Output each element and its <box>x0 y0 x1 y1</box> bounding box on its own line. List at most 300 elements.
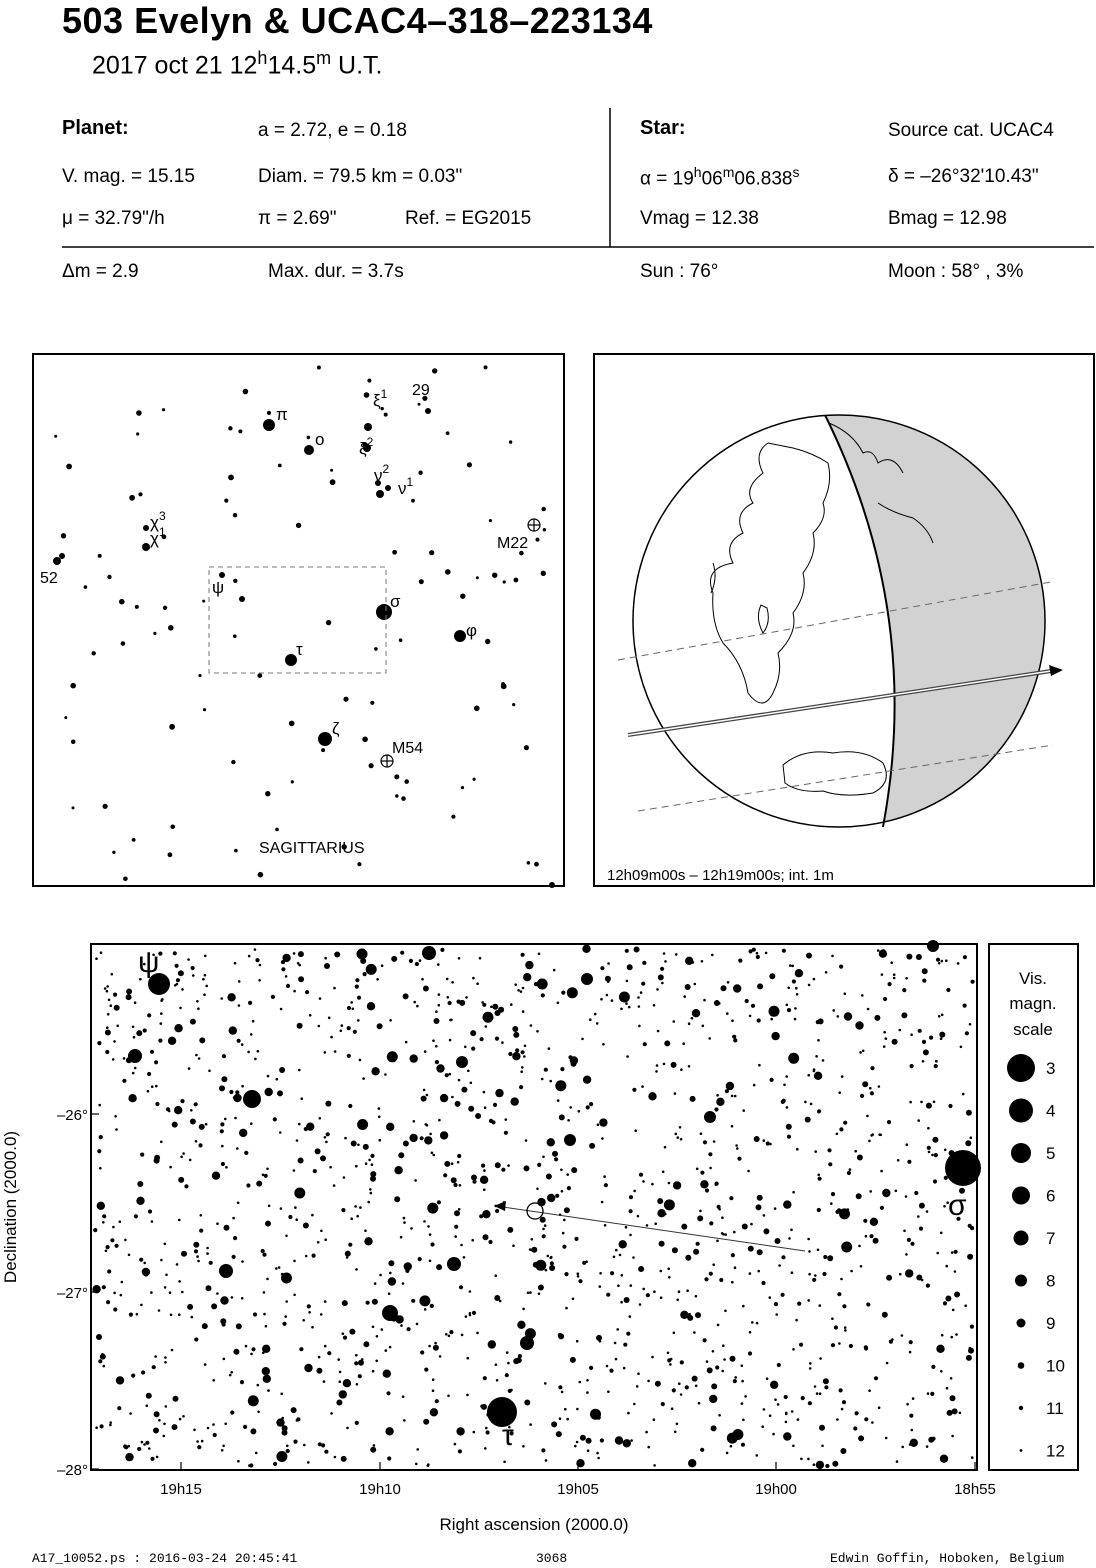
detail-field-star <box>305 990 309 994</box>
detail-field-star <box>438 993 441 996</box>
detail-field-star <box>355 1268 358 1271</box>
detail-field-star <box>537 1198 545 1206</box>
detail-field-star <box>181 988 184 991</box>
detail-field-star <box>294 1206 297 1209</box>
detail-field-star <box>229 1374 232 1377</box>
detail-field-star <box>490 1006 493 1009</box>
detail-field-star <box>872 1133 875 1136</box>
finder-field-star <box>84 585 88 589</box>
detail-field-star <box>352 1008 355 1011</box>
detail-field-star <box>712 1263 715 1266</box>
detail-field-star <box>849 1168 852 1171</box>
detail-field-star <box>235 1090 239 1094</box>
finder-star <box>143 525 149 531</box>
detail-field-star <box>319 1117 322 1120</box>
finder-field-star <box>489 519 492 522</box>
detail-field-star <box>154 1411 160 1417</box>
detail-field-star <box>141 1441 144 1444</box>
detail-field-star <box>536 1188 539 1191</box>
detail-field-star <box>963 955 967 959</box>
detail-field-star <box>756 952 759 955</box>
star-dec: δ = –26°32'10.43" <box>888 166 1039 187</box>
detail-field-star <box>844 1326 847 1329</box>
detail-field-star <box>623 1439 631 1447</box>
detail-field-star <box>309 1014 312 1017</box>
detail-field-star <box>491 1120 495 1124</box>
detail-field-star <box>673 1332 676 1335</box>
detail-field-star <box>308 1311 311 1314</box>
detail-field-star <box>561 1190 564 1193</box>
detail-field-star <box>324 957 327 960</box>
detail-field-star <box>105 1050 109 1054</box>
detail-field-star <box>438 1004 441 1007</box>
detail-field-star <box>170 1314 173 1317</box>
detail-field-star <box>472 1311 476 1315</box>
detail-field-star <box>905 1195 908 1198</box>
detail-field-star <box>922 979 926 983</box>
detail-field-star <box>495 1363 498 1366</box>
detail-field-star <box>370 1154 374 1158</box>
detail-field-star <box>756 1204 762 1210</box>
detail-field-star <box>343 1336 347 1340</box>
detail-field-star <box>711 954 714 957</box>
detail-field-star <box>582 945 590 953</box>
legend-mag-label: 11 <box>1046 1399 1064 1418</box>
detail-field-star <box>696 1242 700 1246</box>
detail-field-star <box>246 1183 250 1187</box>
detail-field-star <box>688 1065 691 1068</box>
detail-field-star <box>909 1351 912 1354</box>
detail-field-star <box>576 1441 579 1444</box>
detail-field-star <box>251 1347 255 1351</box>
detail-field-star <box>503 1461 506 1464</box>
detail-field-star <box>432 1389 435 1392</box>
detail-field-star <box>642 1180 645 1183</box>
detail-field-star <box>280 1393 283 1396</box>
xtick-19h05: 19h05 <box>557 1481 599 1498</box>
detail-field-star <box>630 1284 633 1287</box>
detail-field-star <box>303 1444 306 1447</box>
detail-field-star <box>813 1068 816 1071</box>
detail-field-star <box>873 1238 879 1244</box>
detail-bright-star <box>581 973 593 985</box>
detail-field-star <box>636 1385 639 1388</box>
detail-field-star <box>194 1103 197 1106</box>
detail-field-star <box>634 1129 637 1132</box>
detail-field-star <box>263 1375 271 1383</box>
detail-field-star <box>323 1380 326 1383</box>
detail-field-star <box>176 978 180 982</box>
detail-field-star <box>421 978 424 981</box>
detail-field-star <box>416 1323 419 1326</box>
finder-field-star <box>289 721 295 727</box>
detail-field-star <box>263 1313 266 1316</box>
detail-star-chart <box>0 938 1096 1538</box>
detail-field-star <box>387 1051 398 1062</box>
finder-field-star <box>112 851 115 854</box>
detail-field-star <box>111 973 114 976</box>
finder-field-star <box>429 550 434 555</box>
detail-field-star <box>661 982 664 985</box>
detail-field-star <box>744 1395 747 1398</box>
detail-field-star <box>901 1446 904 1449</box>
detail-field-star <box>742 1224 748 1230</box>
detail-field-star <box>329 1166 332 1169</box>
detail-field-star <box>454 1443 457 1446</box>
detail-field-star <box>544 1382 547 1385</box>
detail-field-star <box>311 1326 314 1329</box>
detail-field-star <box>742 1305 745 1308</box>
detail-field-star <box>726 1012 729 1015</box>
detail-field-star <box>114 1115 117 1118</box>
detail-field-star <box>458 1208 461 1211</box>
detail-field-star <box>204 974 207 977</box>
detail-field-star <box>525 961 533 969</box>
detail-field-star <box>912 1397 915 1400</box>
detail-field-star <box>125 1453 133 1461</box>
detail-field-star <box>708 1037 711 1040</box>
label-tau: τ <box>296 640 303 659</box>
detail-field-star <box>156 1456 159 1459</box>
detail-field-star <box>791 965 794 968</box>
ra-mid: 06 <box>701 168 723 190</box>
detail-field-star <box>326 1132 330 1136</box>
detail-field-star <box>512 1244 515 1247</box>
detail-field-star <box>370 1176 376 1182</box>
detail-field-star <box>808 984 811 987</box>
detail-field-star <box>328 1017 331 1020</box>
detail-field-star <box>696 1168 699 1171</box>
sun-elongation: Sun : 76° <box>640 261 719 282</box>
detail-field-star <box>358 1374 362 1378</box>
detail-field-star <box>518 1354 522 1358</box>
detail-field-star <box>749 1272 752 1275</box>
detail-field-star <box>204 955 207 958</box>
detail-field-star <box>585 1260 588 1263</box>
finder-star <box>304 445 314 455</box>
detail-field-star <box>589 1143 595 1149</box>
x-axis-label: Right ascension (2000.0) <box>439 1515 629 1534</box>
detail-field-star <box>145 1441 149 1445</box>
detail-field-star <box>524 1045 527 1048</box>
detail-field-star <box>660 1270 663 1273</box>
legend-dot <box>1018 1362 1025 1369</box>
detail-field-star <box>905 1269 913 1277</box>
detail-field-star <box>545 1459 548 1462</box>
detail-field-star <box>893 977 896 980</box>
detail-field-star <box>577 1272 580 1275</box>
detail-field-star <box>276 1451 287 1462</box>
detail-field-star <box>495 1162 501 1168</box>
detail-field-star <box>637 1215 640 1218</box>
detail-field-star <box>519 1085 523 1089</box>
detail-field-star <box>756 955 760 959</box>
detail-field-star <box>604 1183 608 1187</box>
detail-field-star <box>461 1334 464 1337</box>
detail-field-star <box>106 1300 110 1304</box>
detail-field-star <box>674 1431 677 1434</box>
detail-field-star <box>239 1129 247 1137</box>
detail-field-star <box>148 1209 152 1213</box>
detail-field-star <box>566 1173 569 1176</box>
detail-field-star <box>553 969 556 972</box>
detail-field-star <box>221 1162 225 1166</box>
detail-field-star <box>507 1227 513 1233</box>
legend-mag-label: 6 <box>1046 1186 1056 1206</box>
detail-field-star <box>364 1229 367 1232</box>
detail-field-star <box>880 1170 883 1173</box>
finder-field-star <box>163 606 167 610</box>
detail-field-star <box>495 1209 499 1213</box>
detail-field-star <box>775 1313 778 1316</box>
detail-field-star <box>825 1464 829 1468</box>
detail-field-star <box>196 1440 199 1443</box>
detail-field-star <box>134 1214 138 1218</box>
detail-field-star <box>116 1376 124 1384</box>
detail-field-star <box>772 1433 775 1436</box>
detail-field-star <box>146 1404 149 1407</box>
detail-field-star <box>229 1090 233 1094</box>
detail-field-star <box>950 1336 953 1339</box>
detail-field-star <box>357 949 368 960</box>
finder-field-star <box>169 724 175 730</box>
finder-field-star <box>384 413 388 417</box>
detail-field-star <box>808 1273 811 1276</box>
detail-field-star <box>108 999 111 1002</box>
detail-bright-star <box>520 1336 534 1350</box>
detail-field-star <box>734 1376 737 1379</box>
detail-field-star <box>467 1357 470 1360</box>
detail-field-star <box>479 957 482 960</box>
detail-field-star <box>458 1079 461 1082</box>
detail-field-star <box>163 1435 166 1438</box>
detail-field-star <box>200 1214 203 1217</box>
detail-bright-star <box>945 1150 981 1186</box>
detail-field-star <box>819 1357 822 1360</box>
label-tau: τ <box>502 1419 514 1452</box>
detail-field-star <box>547 1138 555 1146</box>
detail-field-star <box>775 1238 781 1244</box>
detail-field-star <box>619 1254 622 1257</box>
detail-field-star <box>254 1058 257 1061</box>
detail-field-star <box>621 1274 624 1277</box>
detail-field-star <box>267 1389 270 1392</box>
detail-field-star <box>206 1247 209 1250</box>
detail-field-star <box>708 1152 712 1156</box>
detail-field-star <box>892 1039 898 1045</box>
detail-field-star <box>847 1208 850 1211</box>
detail-field-star <box>542 1156 545 1159</box>
detail-field-star <box>822 1272 826 1276</box>
detail-field-star <box>169 1166 172 1169</box>
detail-field-star <box>637 1372 640 1375</box>
minute-sup: m <box>316 48 332 68</box>
detail-field-star <box>238 1004 241 1007</box>
detail-field-star <box>926 1210 929 1213</box>
detail-field-star <box>715 1182 719 1186</box>
detail-field-star <box>625 949 629 953</box>
detail-field-star <box>940 1370 943 1373</box>
detail-field-star <box>721 1216 724 1219</box>
detail-field-star <box>356 1383 359 1386</box>
detail-field-star <box>158 1419 161 1422</box>
detail-field-star <box>400 1324 403 1327</box>
detail-field-star <box>343 1379 351 1387</box>
detail-field-star <box>512 1052 520 1060</box>
detail-field-star <box>126 994 132 1000</box>
detail-field-star <box>813 978 816 981</box>
finder-field-star <box>460 594 465 599</box>
hour-sup: h <box>257 48 268 68</box>
detail-field-star <box>97 1202 105 1210</box>
detail-field-star <box>350 1217 353 1220</box>
detail-field-star <box>786 1106 789 1109</box>
detail-field-star <box>344 1137 347 1140</box>
detail-field-star <box>918 1029 922 1033</box>
detail-field-star <box>842 1304 846 1308</box>
detail-field-star <box>877 949 880 952</box>
detail-field-star <box>327 1351 331 1355</box>
detail-field-star <box>357 1119 368 1130</box>
detail-field-star <box>385 1427 393 1435</box>
detail-field-star <box>586 1438 592 1444</box>
detail-field-star <box>623 1343 627 1347</box>
detail-field-star <box>676 1423 679 1426</box>
detail-field-star <box>213 1433 217 1437</box>
detail-field-star <box>763 1228 769 1234</box>
label-52: 52 <box>40 570 58 587</box>
detail-field-star <box>711 1383 717 1389</box>
detail-field-star <box>552 1151 558 1157</box>
detail-field-star <box>150 1457 154 1461</box>
detail-field-star <box>437 1200 441 1204</box>
finder-field-star <box>103 804 108 809</box>
finder-field-star <box>362 737 368 743</box>
finder-field-star <box>343 697 348 702</box>
detail-field-star <box>741 1443 745 1447</box>
detail-field-star <box>675 1133 678 1136</box>
detail-field-star <box>541 1078 544 1081</box>
detail-field-star <box>250 1353 253 1356</box>
finder-field-star <box>228 426 232 430</box>
detail-field-star <box>486 1430 490 1434</box>
detail-field-star <box>695 1385 698 1388</box>
detail-field-star <box>566 1418 569 1421</box>
detail-field-star <box>333 987 336 990</box>
detail-field-star <box>645 1431 648 1434</box>
detail-field-star <box>163 1423 166 1426</box>
detail-field-star <box>402 1282 405 1285</box>
legend-mag-label: 10 <box>1046 1356 1065 1376</box>
detail-field-star <box>501 1041 504 1044</box>
detail-field-star <box>664 960 667 963</box>
detail-field-star <box>262 1253 266 1257</box>
detail-field-star <box>700 1180 708 1188</box>
detail-field-star <box>367 1002 375 1010</box>
detail-field-star <box>639 1173 643 1177</box>
detail-field-star <box>348 1243 352 1247</box>
detail-field-star <box>733 1379 737 1383</box>
detail-field-star <box>199 1037 205 1043</box>
detail-field-star <box>936 1252 939 1255</box>
finder-field-star <box>136 432 139 435</box>
finder-field-star <box>432 368 437 373</box>
detail-field-star <box>954 1292 960 1298</box>
detail-field-star <box>882 1189 890 1197</box>
detail-field-star <box>173 1396 179 1402</box>
detail-field-star <box>420 1136 424 1140</box>
detail-field-star <box>862 1050 865 1053</box>
detail-field-star <box>800 1458 803 1461</box>
detail-bright-star <box>243 1090 261 1108</box>
legend-dot <box>1014 1231 1029 1246</box>
finder-field-star <box>296 523 301 528</box>
legend-mag-label: 7 <box>1046 1229 1056 1248</box>
detail-field-star <box>262 1345 270 1353</box>
detail-field-star <box>583 1076 591 1084</box>
detail-field-star <box>245 1345 248 1348</box>
detail-field-star <box>703 1338 707 1342</box>
detail-field-star <box>205 985 208 988</box>
detail-field-star <box>376 1335 379 1338</box>
detail-field-star <box>236 1323 242 1329</box>
detail-field-star <box>164 1243 167 1246</box>
detail-field-star <box>152 1365 156 1369</box>
detail-field-star <box>816 1392 819 1395</box>
detail-field-star <box>222 1445 225 1448</box>
detail-field-star <box>619 1240 627 1248</box>
finder-field-star <box>119 599 125 605</box>
detail-field-star <box>792 1348 795 1351</box>
detail-field-star <box>471 1239 474 1242</box>
detail-field-star <box>741 1402 744 1405</box>
detail-field-star <box>128 1094 136 1102</box>
detail-field-star <box>154 1355 157 1358</box>
detail-field-star <box>765 952 768 955</box>
detail-field-star <box>198 1057 201 1060</box>
detail-field-star <box>899 1029 902 1032</box>
detail-field-star <box>336 1400 342 1406</box>
detail-field-star <box>600 966 604 970</box>
detail-field-star <box>761 1281 765 1285</box>
detail-field-star <box>466 1394 469 1397</box>
detail-field-star <box>597 1457 600 1460</box>
detail-field-star <box>389 1019 392 1022</box>
detail-field-star <box>440 1131 448 1139</box>
detail-field-star <box>794 1018 797 1021</box>
label-xi2: $\xi^2$ <box>359 435 374 458</box>
detail-field-star <box>660 967 664 971</box>
y-axis-label: Declination (2000.0) <box>1 1130 20 1284</box>
detail-field-star <box>617 1284 620 1287</box>
detail-field-star <box>271 995 275 999</box>
detail-field-star <box>247 1051 250 1054</box>
xtick-19h15: 19h15 <box>160 1481 202 1498</box>
detail-field-star <box>178 1280 181 1283</box>
detail-field-star <box>178 1313 181 1316</box>
detail-field-star <box>495 1037 499 1041</box>
detail-field-star <box>471 1047 475 1051</box>
detail-field-star <box>941 960 944 963</box>
detail-field-star <box>212 1379 215 1382</box>
detail-field-star <box>970 1325 974 1329</box>
detail-field-star <box>861 994 864 997</box>
detail-field-star <box>844 1012 852 1020</box>
detail-field-star <box>601 1137 604 1140</box>
detail-field-star <box>685 957 693 965</box>
detail-field-star <box>346 1256 349 1259</box>
detail-field-star <box>196 1000 199 1003</box>
